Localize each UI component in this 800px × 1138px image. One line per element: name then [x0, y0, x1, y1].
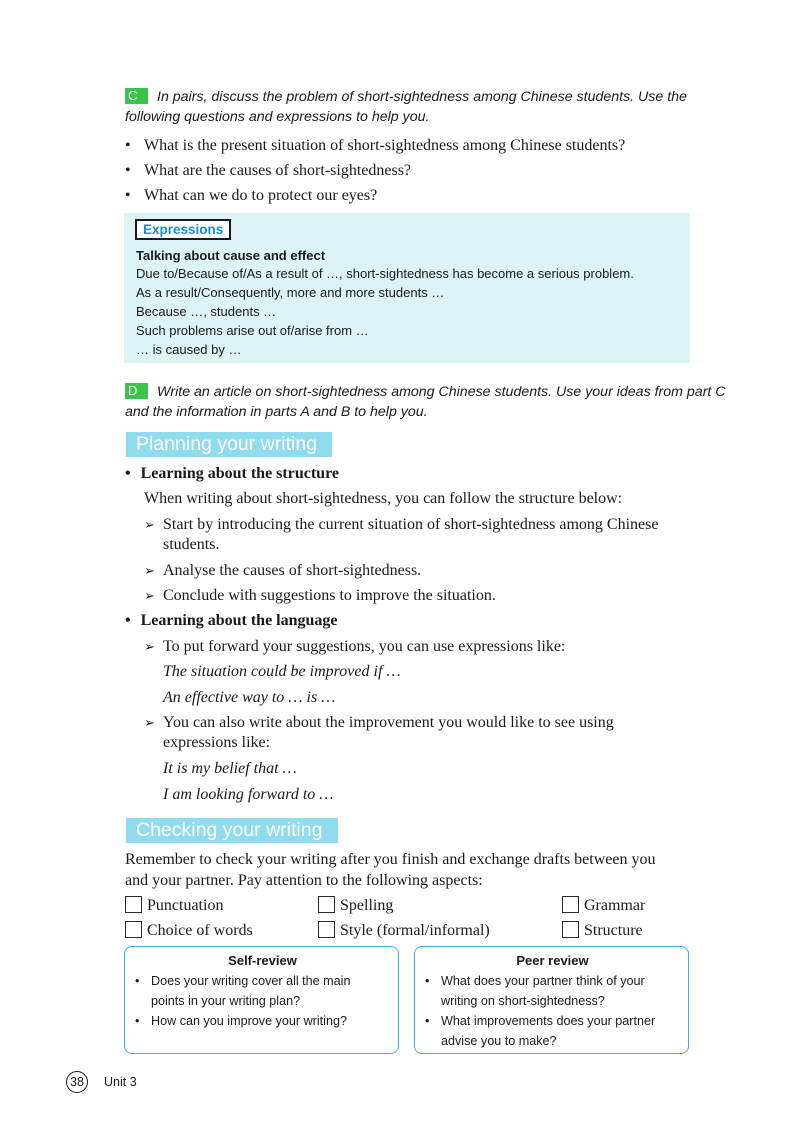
review-item: • How can you improve your writing? [135, 1014, 347, 1028]
arrow-icon: ➢ [144, 639, 155, 654]
expressions-heading: Talking about cause and effect [136, 248, 326, 263]
question-item: • What is the present situation of short-sightedness among Chinese students? [125, 137, 626, 154]
task-d-line-1: Write an article on short-sightedness among Chinese students. Use your ideas from part C [157, 384, 726, 400]
example-expression: The situation could be improved if … [163, 663, 401, 680]
expression-line: Because …, students … [136, 304, 277, 319]
expression-line: … is caused by … [136, 342, 242, 357]
task-c-badge: C [125, 88, 148, 104]
aspect-label: Choice of words [147, 922, 253, 939]
grammar-checkbox[interactable] [562, 896, 579, 913]
self-review-box [124, 946, 399, 1054]
aspect-label: Grammar [584, 897, 646, 914]
task-d-line-2: and the information in parts A and B to help you. [125, 404, 428, 420]
language-point: ➢ You can also write about the improvement you would like to see using [144, 714, 614, 731]
arrow-icon: ➢ [144, 563, 155, 578]
page-number: 38 [66, 1071, 88, 1093]
expressions-box [124, 213, 690, 363]
review-item: • Does your writing cover all the main [135, 974, 351, 988]
review-item: • What improvements does your partner [425, 1014, 656, 1028]
choice-of-words-checkbox[interactable] [125, 921, 142, 938]
example-expression: It is my belief that … [163, 760, 297, 777]
language-heading: • Learning about the language [125, 612, 338, 629]
aspect-label: Style (formal/informal) [340, 922, 490, 939]
language-point: ➢ To put forward your suggestions, you can use expressions like: [144, 638, 566, 655]
peer-review-title: Peer review [516, 953, 589, 968]
review-item: • What does your partner think of your [425, 974, 645, 988]
task-d-instruction [125, 382, 726, 422]
structure-step-continued: students. [163, 536, 220, 553]
review-item-continued: points in your writing plan? [151, 994, 301, 1008]
task-c-line-1: In pairs, discuss the problem of short-sightedness among Chinese students. Use the [157, 89, 687, 105]
arrow-icon: ➢ [144, 715, 155, 730]
peer-review-box [414, 946, 689, 1054]
checking-intro-line-2: and your partner. Pay attention to the following aspects: [125, 872, 483, 889]
unit-label: Unit 3 [104, 1075, 137, 1089]
question-item: • What are the causes of short-sightedness? [125, 162, 412, 179]
aspect-label: Punctuation [147, 897, 224, 914]
structure-intro: When writing about short-sightedness, you can follow the structure below: [144, 490, 623, 507]
task-c-line-2: following questions and expressions to help you. [125, 109, 430, 125]
expression-line: Such problems arise out of/arise from … [136, 323, 369, 338]
arrow-icon: ➢ [144, 517, 155, 532]
review-item-continued: advise you to make? [441, 1034, 557, 1048]
punctuation-checkbox[interactable] [125, 896, 142, 913]
review-item-continued: writing on short-sightedness? [441, 994, 605, 1008]
question-item: • What can we do to protect our eyes? [125, 187, 378, 204]
style-checkbox[interactable] [318, 921, 335, 938]
structure-step: ➢ Conclude with suggestions to improve the situation. [144, 587, 496, 604]
task-c-instruction [125, 87, 705, 127]
arrow-icon: ➢ [144, 588, 155, 603]
structure-checkbox[interactable] [562, 921, 579, 938]
expression-line: As a result/Consequently, more and more students … [136, 285, 445, 300]
expression-line: Due to/Because of/As a result of …, short-sightedness has become a serious problem. [136, 266, 634, 281]
self-review-title: Self-review [228, 953, 297, 968]
checking-intro-line-1: Remember to check your writing after you finish and exchange drafts between you [125, 851, 656, 868]
aspect-label: Structure [584, 922, 643, 939]
example-expression: I am looking forward to … [163, 786, 334, 803]
planning-banner: Planning your writing [126, 432, 332, 457]
structure-step: ➢ Analyse the causes of short-sightedness. [144, 562, 422, 579]
example-expression: An effective way to … is … [163, 689, 336, 706]
spelling-checkbox[interactable] [318, 896, 335, 913]
expressions-tag: Expressions [135, 219, 231, 240]
checking-banner: Checking your writing [126, 818, 338, 843]
task-d-badge: D [125, 383, 148, 399]
language-point-continued: expressions like: [163, 734, 271, 751]
aspect-label: Spelling [340, 897, 394, 914]
structure-heading: • Learning about the structure [125, 465, 339, 482]
structure-step: ➢ Start by introducing the current situation of short-sightedness among Chinese [144, 516, 659, 533]
